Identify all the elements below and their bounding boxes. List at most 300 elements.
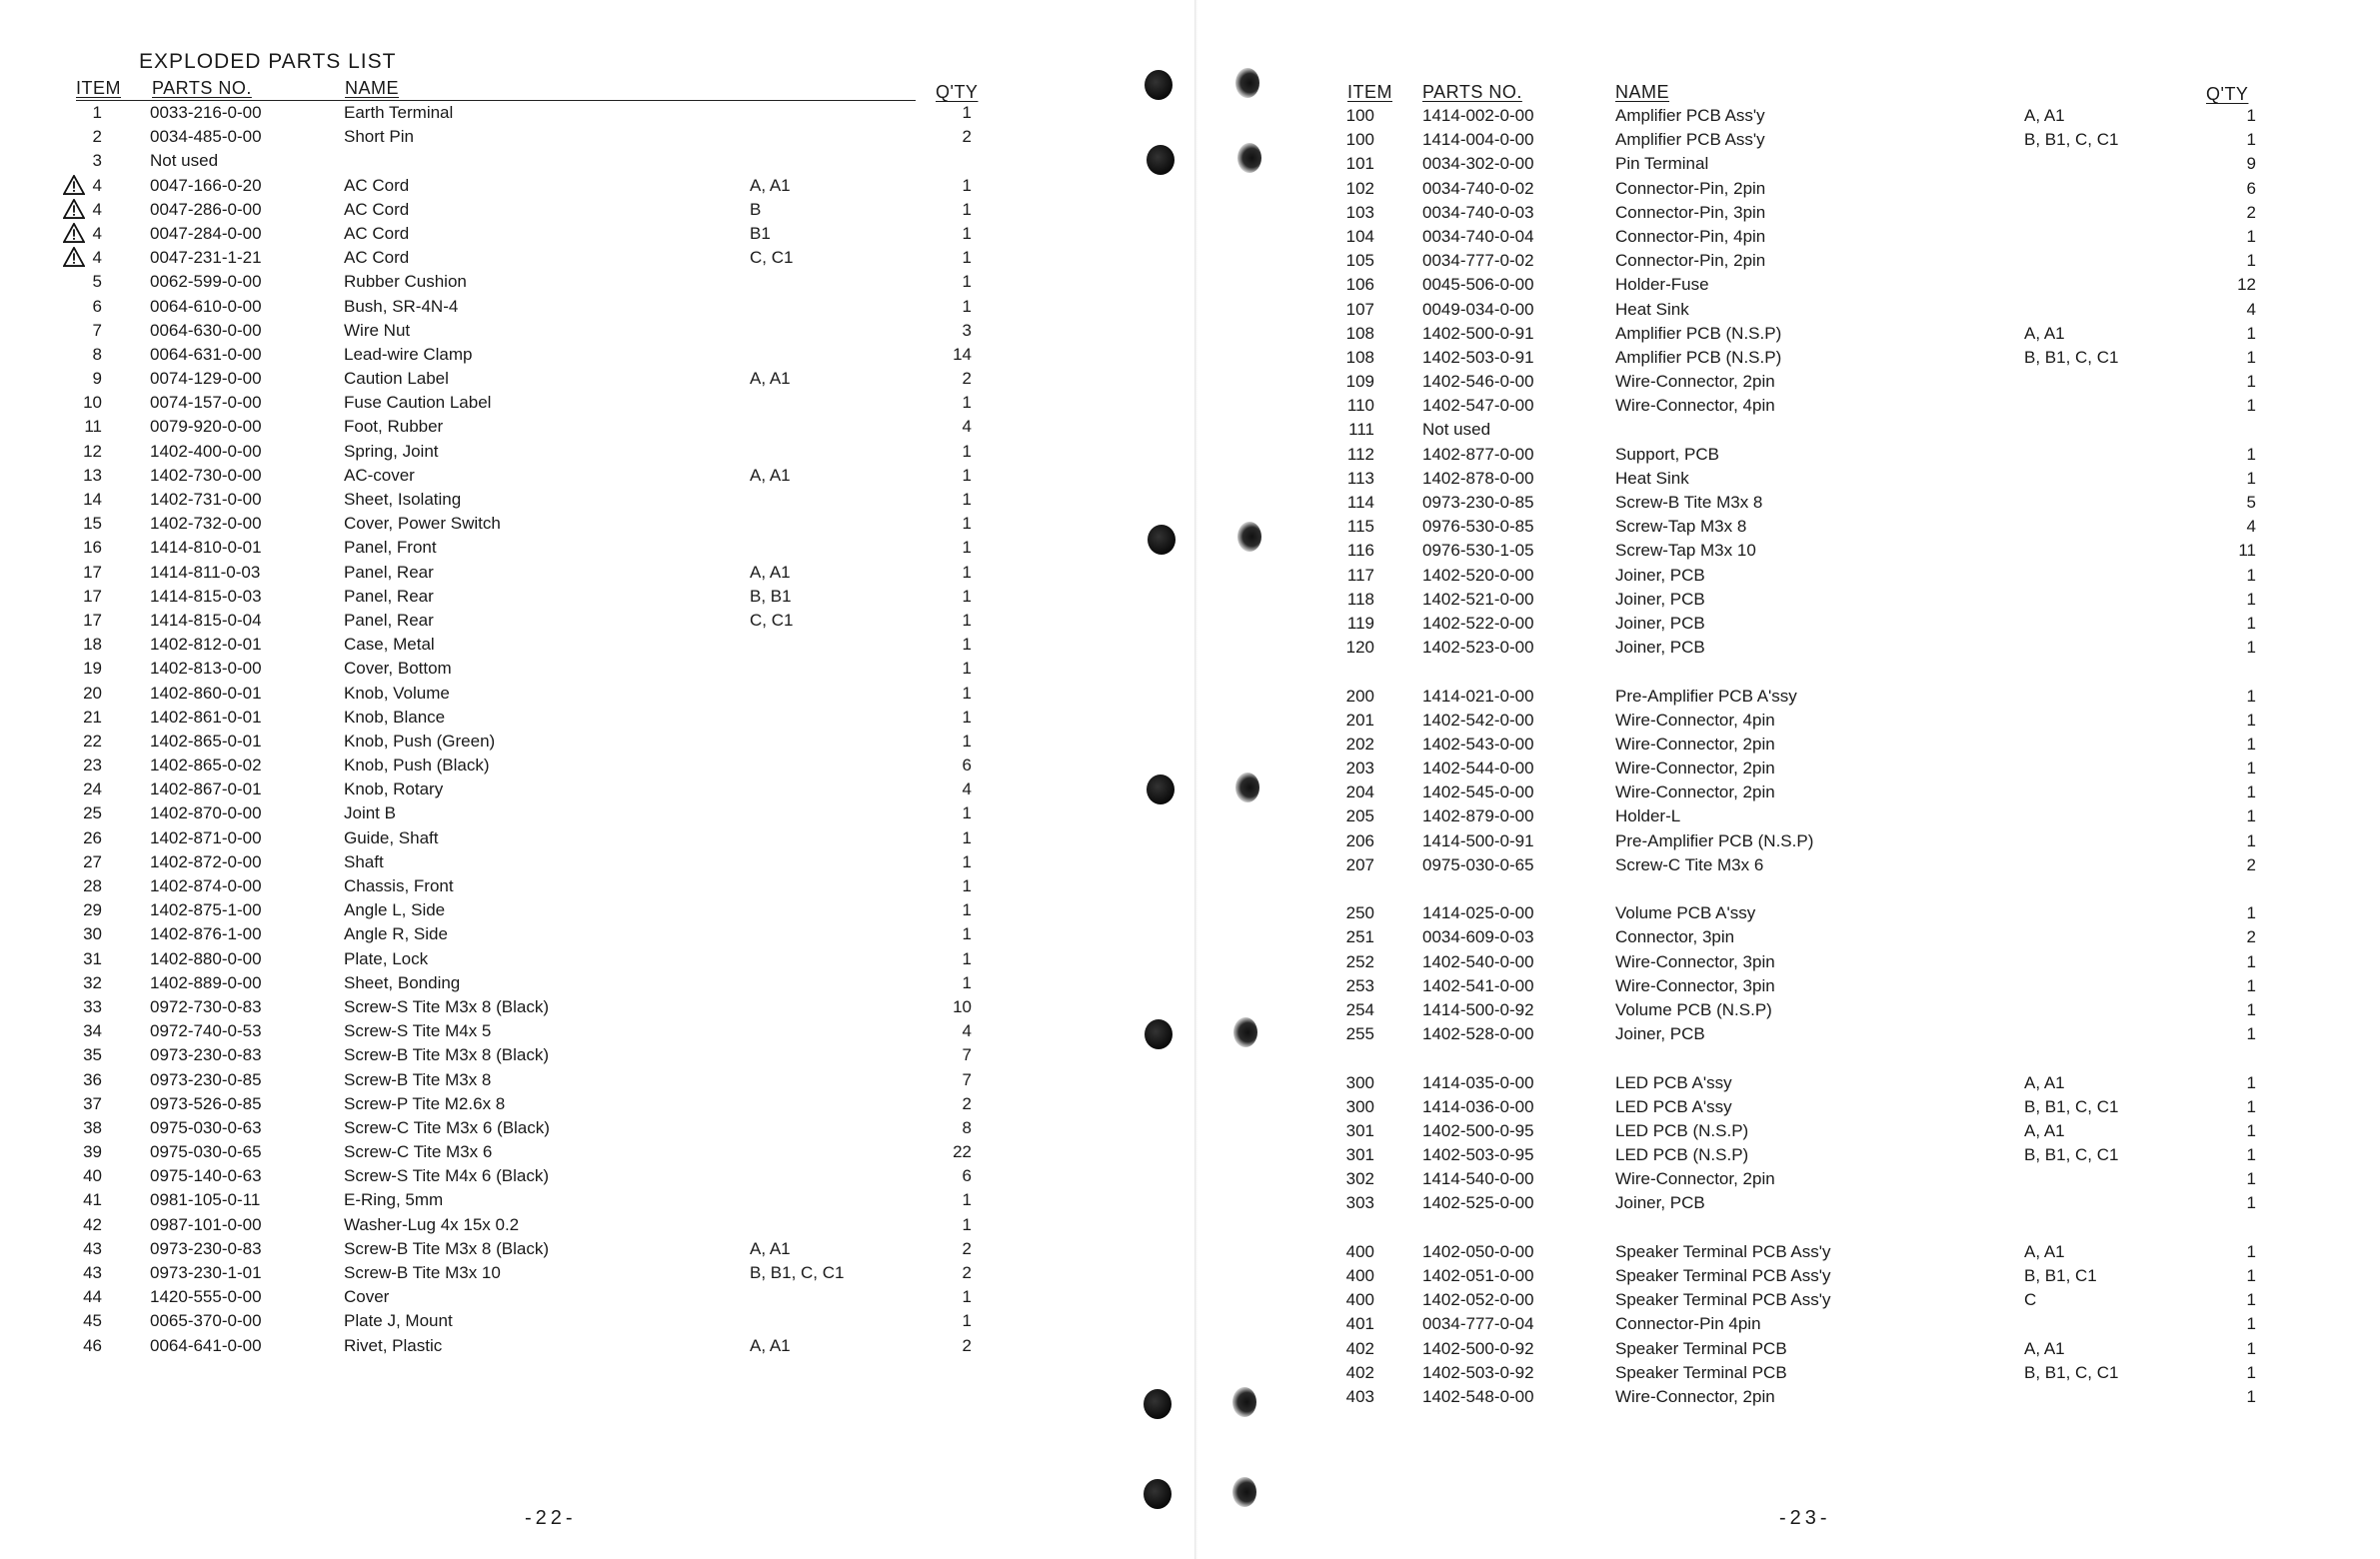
header-qty: Q'TY [936, 82, 979, 102]
model-variant: B, B1, C, C1 [2024, 347, 2119, 367]
part-number: 1402-500-0-91 [1422, 323, 1534, 343]
part-number: 0079-920-0-00 [150, 417, 262, 437]
item-number: 402 [1345, 1338, 1374, 1358]
part-number: 1402-540-0-00 [1422, 951, 1534, 971]
quantity: 1 [962, 683, 972, 703]
item-number: 120 [1345, 638, 1374, 658]
header-parts-no: PARTS NO. [1422, 82, 1522, 102]
item-number: 207 [1345, 854, 1374, 874]
quantity: 1 [2246, 589, 2256, 609]
part-name: Foot, Rubber [344, 417, 444, 437]
item-number: 11 [84, 417, 102, 437]
part-number: 0972-740-0-53 [150, 1021, 262, 1041]
part-name: Cover, Bottom [344, 659, 452, 679]
part-number: 1402-875-1-00 [150, 900, 262, 920]
part-name: Spring, Joint [344, 441, 439, 461]
part-name: Speaker Terminal PCB [1615, 1338, 1787, 1358]
item-number: 2 [92, 127, 102, 147]
quantity: 8 [962, 1117, 972, 1137]
part-number: 1402-865-0-02 [150, 756, 262, 776]
model-variant: A, A1 [2024, 1120, 2065, 1140]
part-name: Pin Terminal [1615, 154, 1709, 174]
quantity: 1 [2246, 710, 2256, 730]
item-number: 4 [92, 223, 102, 243]
quantity: 4 [962, 1021, 972, 1041]
item-number: 38 [83, 1117, 102, 1137]
part-number: 0047-231-1-21 [150, 248, 262, 268]
part-number: 1402-503-0-95 [1422, 1145, 1534, 1165]
part-name: Screw-P Tite M2.6x 8 [344, 1093, 506, 1113]
part-number: Not used [150, 151, 219, 171]
quantity: 6 [962, 756, 972, 776]
model-variant: C [2024, 1290, 2037, 1310]
part-name: Screw-B Tite M3x 8 [344, 1069, 492, 1089]
part-number: 0034-777-0-02 [1422, 251, 1534, 271]
item-number: 19 [83, 659, 102, 679]
part-name: Panel, Rear [344, 562, 434, 582]
quantity: 1 [962, 465, 972, 485]
part-number: 0047-166-0-20 [150, 175, 262, 195]
quantity: 1 [2246, 830, 2256, 850]
item-number: 41 [83, 1190, 102, 1210]
quantity: 1 [2246, 1386, 2256, 1406]
part-name: Wire-Connector, 2pin [1615, 734, 1775, 754]
header-parts-no: PARTS NO. [152, 78, 252, 98]
item-number: 16 [83, 538, 102, 558]
model-variant: B, B1, C, C1 [2024, 130, 2119, 150]
item-number: 25 [83, 803, 102, 823]
item-number: 30 [83, 924, 102, 944]
part-number: 1402-731-0-00 [150, 490, 262, 509]
model-variant: A, A1 [750, 465, 791, 485]
part-number: 0976-530-0-85 [1422, 517, 1534, 537]
quantity: 1 [962, 900, 972, 920]
item-number: 15 [83, 514, 102, 534]
quantity: 1 [2246, 1362, 2256, 1382]
item-number: 401 [1345, 1314, 1374, 1334]
model-variant: A, A1 [750, 369, 791, 389]
part-name: Screw-S Tite M4x 6 (Black) [344, 1166, 549, 1186]
quantity: 1 [2246, 1338, 2256, 1358]
part-name: Holder-L [1615, 806, 1681, 826]
part-number: 1402-503-0-92 [1422, 1362, 1534, 1382]
part-name: Screw-C Tite M3x 6 [344, 1142, 493, 1162]
item-number: 6 [92, 296, 102, 316]
part-number: 1402-542-0-00 [1422, 710, 1534, 730]
part-name: Joiner, PCB [1615, 1193, 1705, 1213]
part-number: 1420-555-0-00 [150, 1287, 262, 1307]
quantity: 1 [2246, 323, 2256, 343]
part-number: 1402-872-0-00 [150, 851, 262, 871]
quantity: 1 [2246, 903, 2256, 923]
part-name: AC-cover [344, 465, 415, 485]
item-number: 101 [1345, 154, 1374, 174]
item-number: 46 [83, 1335, 102, 1355]
model-variant: B, B1, C, C1 [2024, 1362, 2119, 1382]
part-number: 0987-101-0-00 [150, 1214, 262, 1234]
part-number: 0981-105-0-11 [150, 1190, 261, 1210]
model-variant: A, A1 [750, 1335, 791, 1355]
part-name: Screw-C Tite M3x 6 (Black) [344, 1117, 550, 1137]
part-number: 1402-523-0-00 [1422, 638, 1534, 658]
item-number: 44 [83, 1287, 102, 1307]
page-number: -23- [1779, 1507, 1831, 1529]
part-number: 0034-740-0-04 [1422, 226, 1534, 246]
quantity: 1 [2246, 638, 2256, 658]
quantity: 1 [2246, 613, 2256, 633]
part-number: 0074-129-0-00 [150, 369, 262, 389]
quantity: 1 [2246, 396, 2256, 416]
part-name: Cover, Power Switch [344, 514, 501, 534]
part-number: 1414-500-0-92 [1422, 999, 1534, 1019]
part-name: Speaker Terminal PCB Ass'y [1615, 1241, 1831, 1261]
part-number: 0064-610-0-00 [150, 296, 262, 316]
part-number: 1414-021-0-00 [1422, 686, 1534, 706]
model-variant: A, A1 [2024, 1241, 2065, 1261]
part-name: Short Pin [344, 127, 414, 147]
left-page [0, 0, 1180, 1559]
quantity: 22 [953, 1142, 972, 1162]
part-name: Wire-Connector, 3pin [1615, 975, 1775, 995]
quantity: 2 [2246, 927, 2256, 947]
part-name: Panel, Rear [344, 586, 434, 606]
quantity: 1 [2246, 1145, 2256, 1165]
model-variant: A, A1 [2024, 323, 2065, 343]
item-number: 17 [83, 562, 102, 582]
item-number: 400 [1345, 1241, 1374, 1261]
item-number: 302 [1345, 1169, 1374, 1189]
quantity: 1 [2246, 1024, 2256, 1044]
part-name: Bush, SR-4N-4 [344, 296, 459, 316]
part-number: 0973-230-0-85 [150, 1069, 262, 1089]
quantity: 1 [2246, 734, 2256, 754]
part-number: 0973-230-0-85 [1422, 493, 1534, 512]
item-number: 34 [83, 1021, 102, 1041]
part-name: Cover [344, 1287, 390, 1307]
part-number: 1414-004-0-00 [1422, 130, 1534, 150]
item-number: 403 [1345, 1386, 1374, 1406]
part-name: AC Cord [344, 248, 410, 268]
part-name: Rubber Cushion [344, 272, 467, 292]
part-name: Speaker Terminal PCB Ass'y [1615, 1290, 1831, 1310]
quantity: 7 [962, 1069, 972, 1089]
item-number: 18 [83, 635, 102, 655]
part-name: Wire-Connector, 2pin [1615, 759, 1775, 779]
part-number: 1402-879-0-00 [1422, 806, 1534, 826]
quantity: 2 [962, 369, 972, 389]
quantity: 2 [962, 1263, 972, 1282]
header-rule [76, 100, 916, 101]
item-number: 109 [1345, 372, 1374, 392]
item-number: 251 [1345, 927, 1374, 947]
part-number: 1414-025-0-00 [1422, 903, 1534, 923]
item-number: 400 [1345, 1266, 1374, 1285]
part-number: 1402-525-0-00 [1422, 1193, 1534, 1213]
item-number: 108 [1345, 347, 1374, 367]
quantity: 2 [962, 1335, 972, 1355]
part-number: 0975-140-0-63 [150, 1166, 262, 1186]
quantity: 1 [2246, 999, 2256, 1019]
part-name: Connector, 3pin [1615, 927, 1735, 947]
quantity: 1 [2246, 347, 2256, 367]
quantity: 4 [2246, 299, 2256, 319]
quantity: 2 [962, 1238, 972, 1258]
quantity: 1 [962, 731, 972, 751]
part-name: Caution Label [344, 369, 449, 389]
model-variant: B, B1, C1 [2024, 1266, 2097, 1285]
header-item: ITEM [1347, 82, 1392, 102]
item-number: 113 [1346, 468, 1374, 488]
part-number: 1414-035-0-00 [1422, 1072, 1534, 1092]
item-number: 402 [1345, 1362, 1374, 1382]
part-name: Sheet, Isolating [344, 490, 462, 509]
model-variant: B1 [750, 223, 771, 243]
item-number: 32 [83, 972, 102, 992]
page-number: -22- [525, 1507, 577, 1529]
part-number: 1402-500-0-95 [1422, 1120, 1534, 1140]
part-name: Screw-Tap M3x 10 [1615, 541, 1756, 561]
part-name: Speaker Terminal PCB Ass'y [1615, 1266, 1831, 1285]
part-number: 1402-543-0-00 [1422, 734, 1534, 754]
item-number: 200 [1345, 686, 1374, 706]
item-number: 33 [83, 996, 102, 1016]
part-name: Angle R, Side [344, 924, 448, 944]
model-variant: B [750, 199, 762, 219]
model-variant: B, B1, C, C1 [2024, 1145, 2119, 1165]
item-number: 118 [1346, 589, 1374, 609]
part-name: AC Cord [344, 223, 410, 243]
quantity: 1 [2246, 1096, 2256, 1116]
quantity: 1 [962, 248, 972, 268]
quantity: 1 [962, 707, 972, 727]
part-name: Amplifier PCB Ass'y [1615, 106, 1765, 125]
quantity: 1 [2246, 130, 2256, 150]
item-number: 115 [1346, 517, 1374, 537]
quantity: 2 [2246, 854, 2256, 874]
part-number: 1402-521-0-00 [1422, 589, 1534, 609]
part-number: 1402-052-0-00 [1422, 1290, 1534, 1310]
quantity: 1 [962, 296, 972, 316]
part-name: Connector-Pin, 2pin [1615, 251, 1766, 271]
item-number: 4 [92, 175, 102, 195]
part-name: Volume PCB (N.S.P) [1615, 999, 1772, 1019]
part-number: 0973-230-0-83 [150, 1045, 262, 1065]
part-name: Knob, Blance [344, 707, 446, 727]
part-number: 0034-609-0-03 [1422, 927, 1534, 947]
part-name: Lead-wire Clamp [344, 344, 473, 364]
right-page [1194, 0, 2380, 1559]
part-name: Wire-Connector, 2pin [1615, 372, 1775, 392]
part-name: Pre-Amplifier PCB (N.S.P) [1615, 830, 1814, 850]
item-number: 17 [83, 610, 102, 630]
part-name: Plate, Lock [344, 948, 429, 968]
quantity: 1 [962, 199, 972, 219]
item-number: 206 [1345, 830, 1374, 850]
quantity: 1 [962, 827, 972, 847]
quantity: 1 [2246, 226, 2256, 246]
quantity: 1 [962, 175, 972, 195]
item-number: 114 [1346, 493, 1374, 512]
part-number: 1402-522-0-00 [1422, 613, 1534, 633]
part-number: 0034-740-0-03 [1422, 202, 1534, 222]
item-number: 107 [1345, 299, 1374, 319]
item-number: 23 [83, 756, 102, 776]
part-number: 0034-777-0-04 [1422, 1314, 1534, 1334]
item-number: 5 [92, 272, 102, 292]
quantity: 1 [2246, 1120, 2256, 1140]
part-number: 1414-810-0-01 [150, 538, 262, 558]
item-number: 42 [83, 1214, 102, 1234]
item-number: 116 [1346, 541, 1374, 561]
model-variant: A, A1 [2024, 1072, 2065, 1092]
part-number: 1402-813-0-00 [150, 659, 262, 679]
part-number: 0064-630-0-00 [150, 320, 262, 340]
part-number: 0034-740-0-02 [1422, 178, 1534, 198]
part-name: Screw-Tap M3x 8 [1615, 517, 1747, 537]
part-number: 1402-546-0-00 [1422, 372, 1534, 392]
item-number: 1 [92, 103, 102, 122]
part-name: Plate J, Mount [344, 1311, 453, 1331]
quantity: 1 [962, 393, 972, 413]
page-title: EXPLODED PARTS LIST [139, 50, 397, 73]
quantity: 1 [962, 562, 972, 582]
item-number: 102 [1345, 178, 1374, 198]
part-number: 1402-889-0-00 [150, 972, 262, 992]
quantity: 14 [953, 344, 972, 364]
part-name: Amplifier PCB Ass'y [1615, 130, 1765, 150]
part-name: E-Ring, 5mm [344, 1190, 444, 1210]
part-name: Earth Terminal [344, 103, 454, 122]
part-name: Screw-B Tite M3x 8 (Black) [344, 1238, 549, 1258]
part-name: Amplifier PCB (N.S.P) [1615, 323, 1782, 343]
part-number: 1402-874-0-00 [150, 876, 262, 895]
part-number: 1402-865-0-01 [150, 731, 262, 751]
header-name: NAME [345, 78, 400, 98]
part-name: Washer-Lug 4x 15x 0.2 [344, 1214, 520, 1234]
model-variant: A, A1 [750, 1238, 791, 1258]
part-number: 1402-500-0-92 [1422, 1338, 1534, 1358]
item-number: 17 [83, 586, 102, 606]
quantity: 1 [2246, 468, 2256, 488]
quantity: 1 [962, 659, 972, 679]
model-variant: A, A1 [2024, 106, 2065, 125]
quantity: 7 [962, 1045, 972, 1065]
part-number: 0064-641-0-00 [150, 1335, 262, 1355]
item-number: 255 [1345, 1024, 1374, 1044]
quantity: 1 [2246, 975, 2256, 995]
item-number: 21 [83, 707, 102, 727]
quantity: 1 [962, 586, 972, 606]
header-item: ITEM [76, 78, 121, 98]
part-number: 0973-526-0-85 [150, 1093, 262, 1113]
part-name: Screw-S Tite M3x 8 (Black) [344, 996, 549, 1016]
part-name: Joint B [344, 803, 396, 823]
header-qty: Q'TY [2206, 84, 2249, 104]
quantity: 1 [962, 1287, 972, 1307]
quantity: 1 [2246, 759, 2256, 779]
part-name: Heat Sink [1615, 299, 1689, 319]
part-number: 1402-860-0-01 [150, 683, 262, 703]
part-number: 0973-230-1-01 [150, 1263, 262, 1282]
part-name: AC Cord [344, 175, 410, 195]
part-name: Panel, Rear [344, 610, 434, 630]
quantity: 1 [2246, 565, 2256, 585]
item-number: 119 [1346, 613, 1374, 633]
part-name: Connector-Pin, 3pin [1615, 202, 1766, 222]
item-number: 3 [92, 151, 102, 171]
item-number: 22 [83, 731, 102, 751]
part-number: 0064-631-0-00 [150, 344, 262, 364]
item-number: 205 [1345, 806, 1374, 826]
part-number: 1402-050-0-00 [1422, 1241, 1534, 1261]
quantity: 1 [2246, 1314, 2256, 1334]
quantity: 1 [962, 972, 972, 992]
quantity: 1 [962, 272, 972, 292]
part-name: AC Cord [344, 199, 410, 219]
item-number: 204 [1345, 782, 1374, 802]
item-number: 201 [1345, 710, 1374, 730]
quantity: 1 [2246, 1241, 2256, 1261]
quantity: 2 [962, 127, 972, 147]
quantity: 1 [2246, 251, 2256, 271]
part-number: 1414-540-0-00 [1422, 1169, 1534, 1189]
quantity: 6 [962, 1166, 972, 1186]
item-number: 26 [83, 827, 102, 847]
quantity: 4 [962, 417, 972, 437]
item-number: 10 [83, 393, 102, 413]
part-number: 0065-370-0-00 [150, 1311, 262, 1331]
part-name: LED PCB A'ssy [1615, 1096, 1732, 1116]
part-number: 0973-230-0-83 [150, 1238, 262, 1258]
quantity: 1 [2246, 444, 2256, 464]
model-variant: C, C1 [750, 248, 794, 268]
part-number: Not used [1422, 420, 1491, 440]
part-number: 1402-520-0-00 [1422, 565, 1534, 585]
item-number: 117 [1346, 565, 1374, 585]
part-name: Screw-B Tite M3x 10 [344, 1263, 501, 1282]
part-number: 1402-528-0-00 [1422, 1024, 1534, 1044]
part-number: 1402-545-0-00 [1422, 782, 1534, 802]
part-name: Knob, Rotary [344, 780, 444, 799]
quantity: 1 [962, 103, 972, 122]
quantity: 1 [2246, 1193, 2256, 1213]
part-number: 0074-157-0-00 [150, 393, 262, 413]
part-name: Joiner, PCB [1615, 589, 1705, 609]
quantity: 1 [962, 610, 972, 630]
part-name: Support, PCB [1615, 444, 1719, 464]
quantity: 1 [2246, 372, 2256, 392]
part-name: Guide, Shaft [344, 827, 439, 847]
part-number: 1402-871-0-00 [150, 827, 262, 847]
item-number: 7 [92, 320, 102, 340]
part-number: 1414-500-0-91 [1422, 830, 1534, 850]
part-name: Joiner, PCB [1615, 565, 1705, 585]
part-number: 1402-547-0-00 [1422, 396, 1534, 416]
part-number: 0045-506-0-00 [1422, 275, 1534, 295]
item-number: 4 [92, 199, 102, 219]
part-number: 0034-485-0-00 [150, 127, 262, 147]
item-number: 35 [83, 1045, 102, 1065]
quantity: 1 [2246, 1072, 2256, 1092]
item-number: 112 [1346, 444, 1374, 464]
item-number: 29 [83, 900, 102, 920]
quantity: 2 [2246, 202, 2256, 222]
part-name: Amplifier PCB (N.S.P) [1615, 347, 1782, 367]
quantity: 6 [2246, 178, 2256, 198]
part-number: 1402-732-0-00 [150, 514, 262, 534]
part-name: Connector-Pin 4pin [1615, 1314, 1761, 1334]
quantity: 1 [962, 441, 972, 461]
